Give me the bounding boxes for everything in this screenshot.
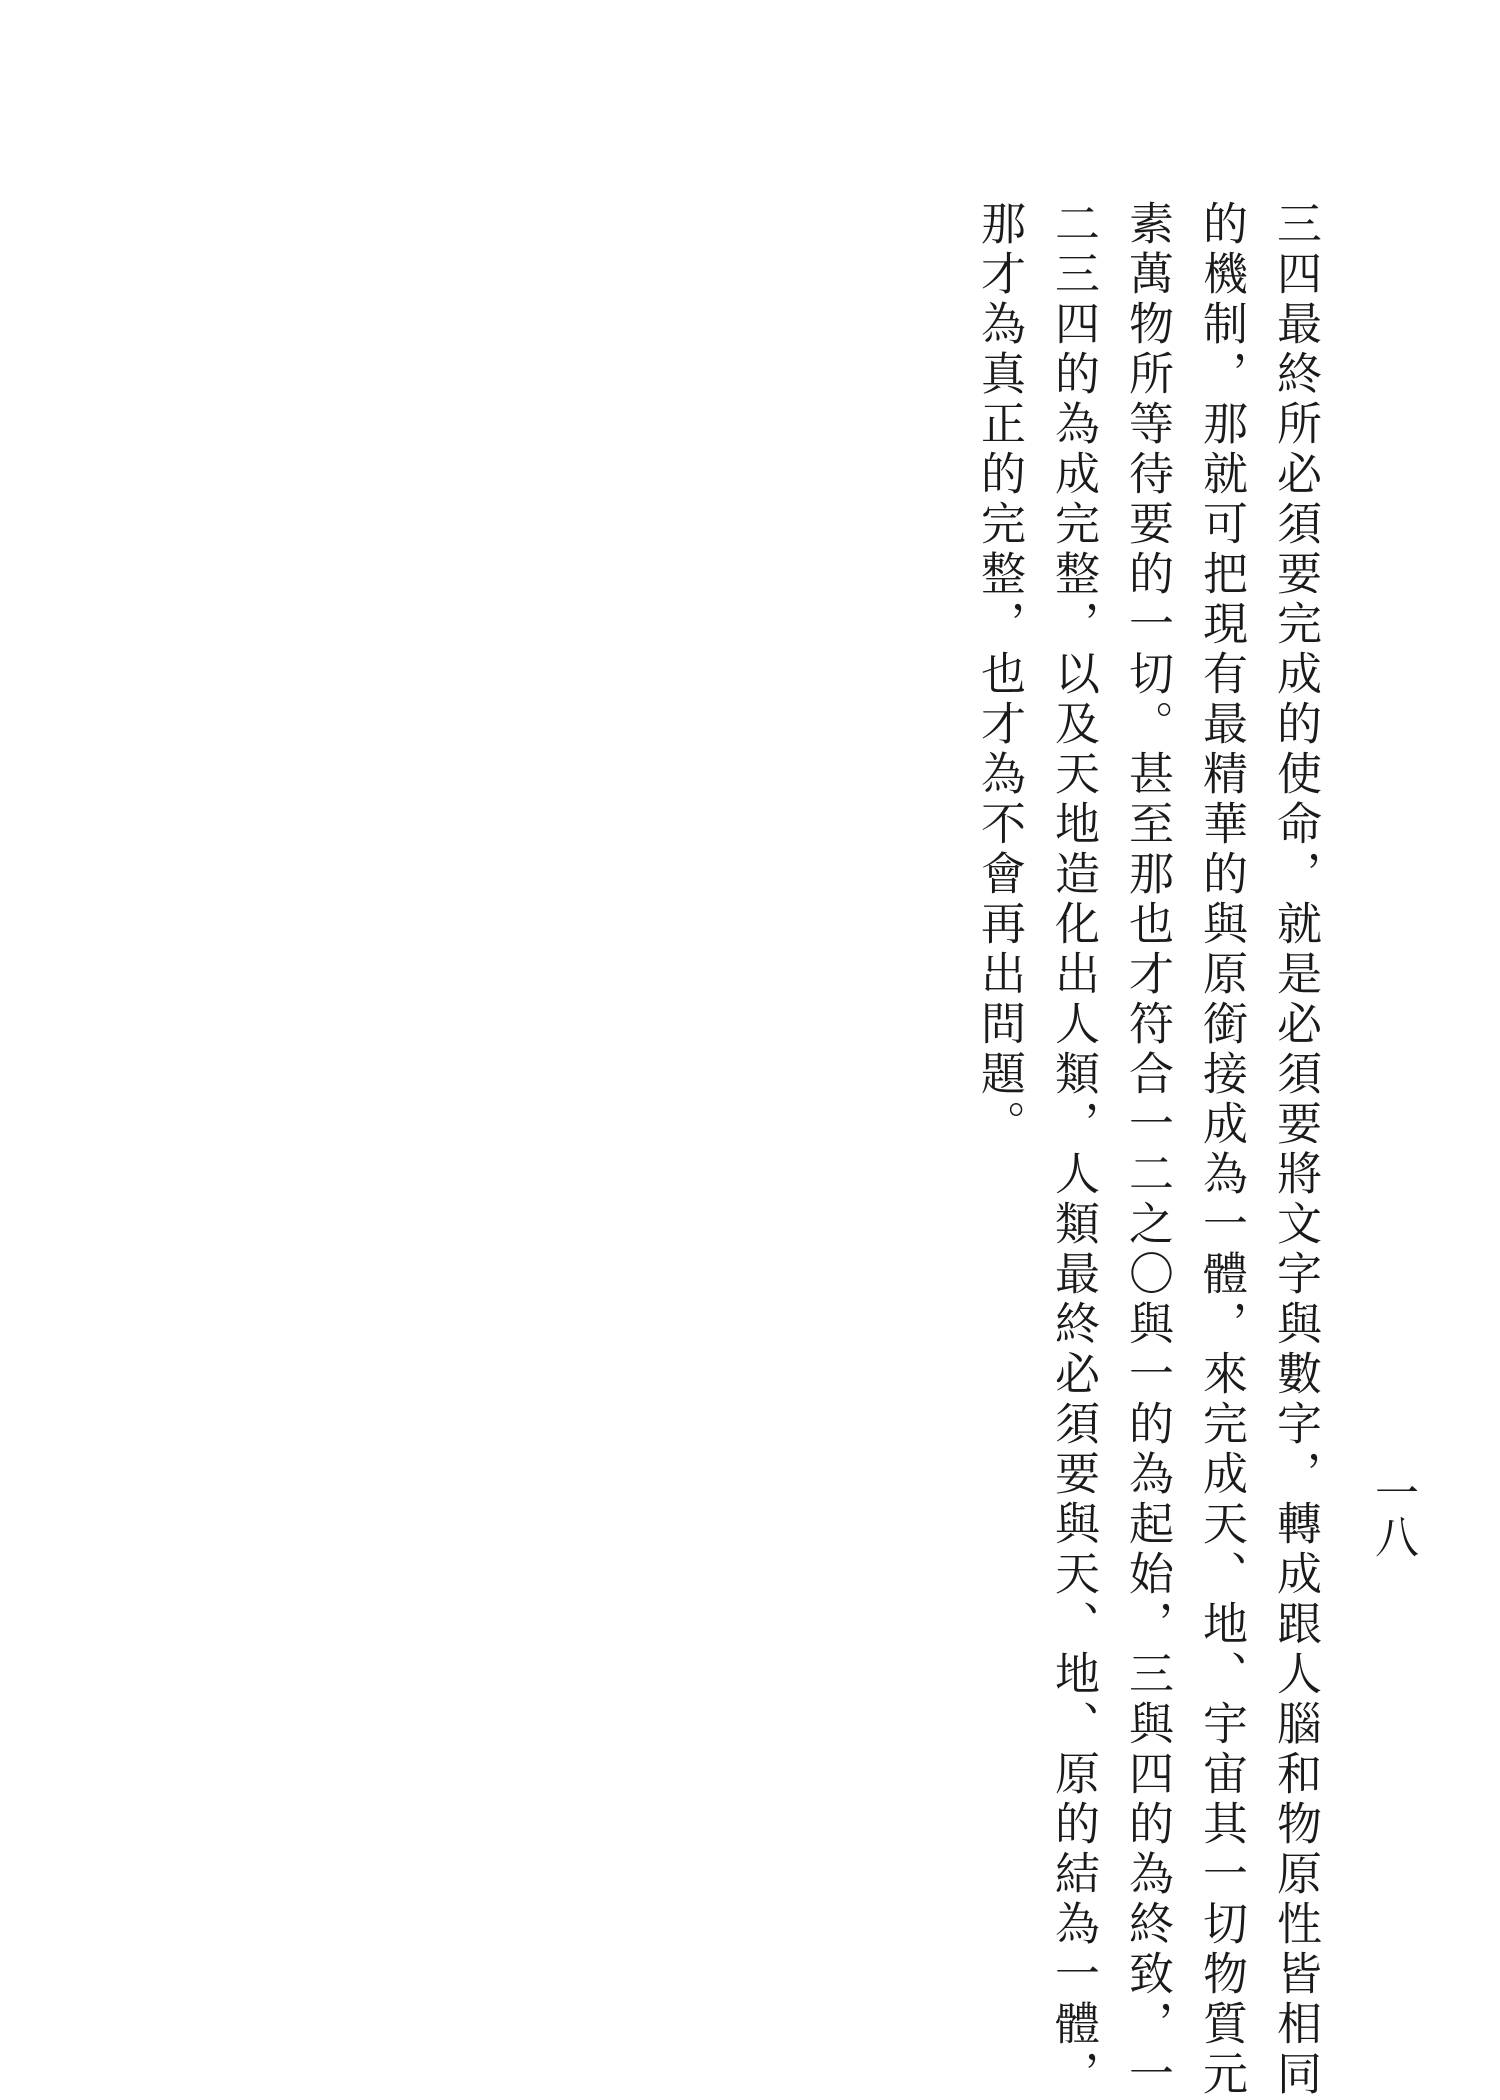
text-line-5: 那才為真正的完整，也才為不會再出問題。 <box>973 200 1026 1150</box>
page-number: 一八 <box>1367 1470 1418 1558</box>
text-line-1: 三四最終所必須要完成的使命，就是必須要將文字與數字，轉成跟人腦和物原性皆相同 <box>1269 200 1322 2100</box>
body-text <box>973 200 1332 2100</box>
text-line-4: 二三四的為成完整，以及天地造化出人類，人類最終必須要與天、地、原的結為一體， <box>1047 200 1100 2100</box>
text-line-2: 的機制，那就可把現有最精華的與原銜接成為一體，來完成天、地、宇宙其一切物質元 <box>1195 200 1248 2100</box>
text-line-3: 素萬物所等待要的一切。甚至那也才符合一二之〇與一的為起始，三與四的為終致，一 <box>1121 200 1174 2100</box>
